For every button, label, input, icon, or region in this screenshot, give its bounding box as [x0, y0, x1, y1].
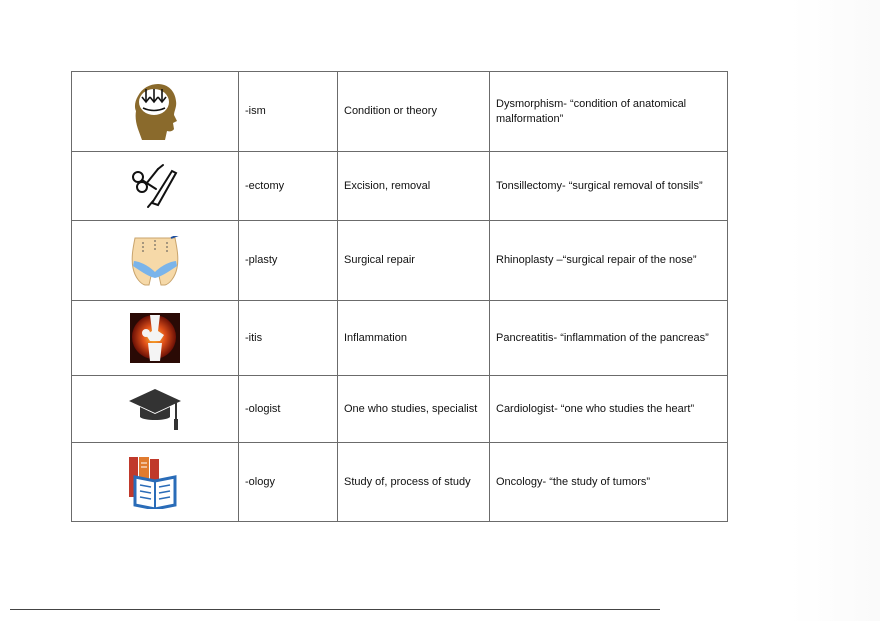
head-arrows-icon: [132, 83, 178, 141]
meaning-cell: Inflammation: [338, 301, 490, 376]
inflamed-knee-icon: [130, 313, 180, 363]
table-row: [72, 221, 728, 301]
icon-cell: [72, 443, 239, 522]
suffix-cell: -ectomy: [239, 152, 338, 221]
suffix-cell: -ologist: [239, 376, 338, 443]
example-cell: Cardiologist- “one who studies the heart”: [490, 376, 728, 443]
icon-cell: [72, 152, 239, 221]
icon-cell: [72, 72, 239, 152]
icon-cell: [72, 376, 239, 443]
graduation-cap-icon: [128, 387, 182, 431]
example-cell: Oncology- “the study of tumors”: [490, 443, 728, 522]
table-row: [72, 376, 728, 443]
example-cell: Dysmorphism- “condition of anatomical malformation”: [490, 72, 728, 152]
books-icon: [127, 455, 183, 509]
suffix-cell: -plasty: [239, 221, 338, 301]
meaning-cell: Study of, process of study: [338, 443, 490, 522]
suffix-table: [71, 71, 728, 522]
meaning-cell: Condition or theory: [338, 72, 490, 152]
surgical-scissors-scalpel-icon: [130, 163, 180, 209]
table-row: [72, 443, 728, 522]
table-row: [72, 72, 728, 152]
body-contour-icon: [127, 236, 183, 286]
icon-cell: [72, 301, 239, 376]
example-cell: Rhinoplasty –“surgical repair of the nose”: [490, 221, 728, 301]
suffix-cell: -ology: [239, 443, 338, 522]
table-row: [72, 152, 728, 221]
footer-divider: [10, 609, 660, 610]
example-cell: Pancreatitis- “inflammation of the pancreas”: [490, 301, 728, 376]
table-row: [72, 301, 728, 376]
example-cell: Tonsillectomy- “surgical removal of tonsils”: [490, 152, 728, 221]
suffix-cell: -ism: [239, 72, 338, 152]
meaning-cell: One who studies, specialist: [338, 376, 490, 443]
page-edge: [790, 0, 880, 621]
meaning-cell: Surgical repair: [338, 221, 490, 301]
meaning-cell: Excision, removal: [338, 152, 490, 221]
suffix-cell: -itis: [239, 301, 338, 376]
icon-cell: [72, 221, 239, 301]
